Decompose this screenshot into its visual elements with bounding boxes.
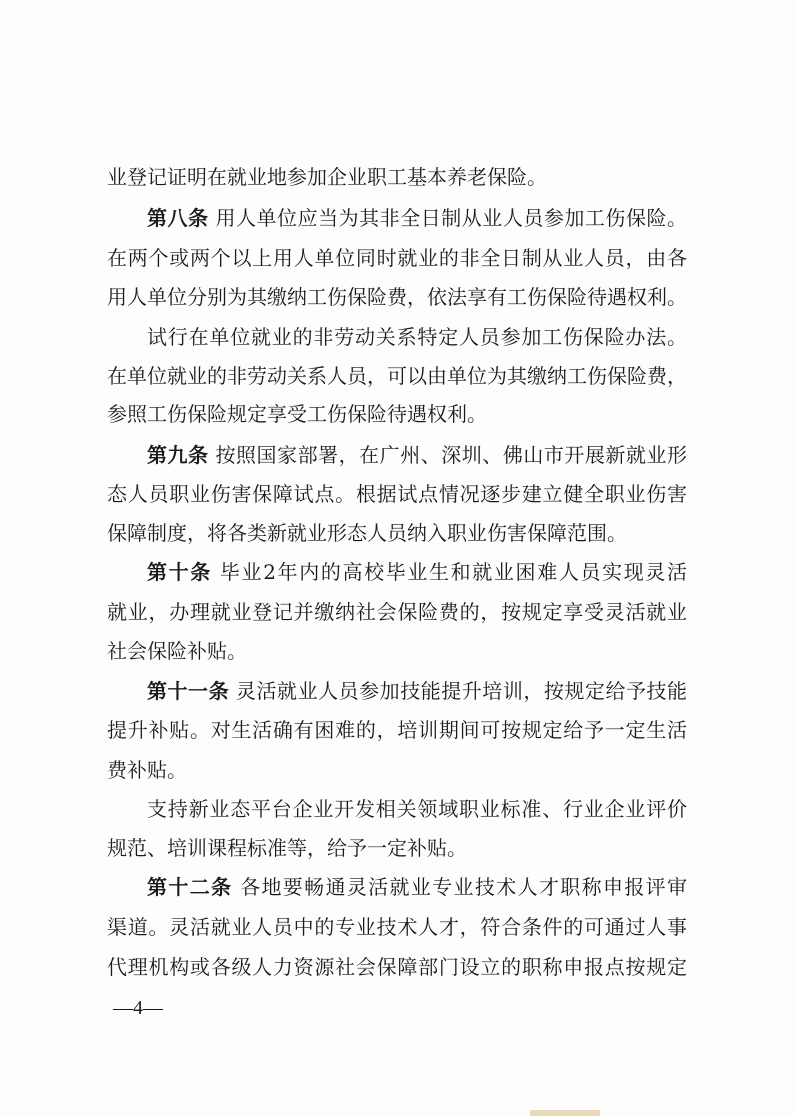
paragraph-line-5: 试行在单位就业的非劳动关系特定人员参加工伤保险办法。 — [147, 325, 687, 349]
article-8-line-2: 在两个或两个以上用人单位同时就业的非全日制从业人员，由各 — [107, 246, 687, 270]
article-heading: 第十二条 — [147, 875, 233, 899]
article-12-line-3: 代理机构或各级人力资源社会保障部门设立的职称申报点按规定 — [107, 955, 687, 979]
article-10-line-3: 社会保险补贴。 — [107, 639, 247, 663]
paragraph-line-18: 规范、培训课程标准等，给予一定补贴。 — [107, 836, 467, 860]
article-9-line-1: 第九条 按照国家部署，在广州、深圳、佛山市开展新就业形 — [147, 443, 687, 467]
article-11-line-2: 提升补贴。对生活确有困难的，培训期间可按规定给予一定生活 — [107, 718, 687, 742]
article-8-line-1: 第八条 用人单位应当为其非全日制从业人员参加工伤保险。 — [147, 206, 687, 230]
article-9-line-3: 保障制度，将各类新就业形态人员纳入职业伤害保障范围。 — [107, 521, 627, 545]
article-heading: 第十条 — [147, 560, 212, 584]
article-11-line-1: 第十一条 灵活就业人员参加技能提升培训，按规定给予技能 — [147, 679, 687, 703]
paragraph-line-6: 在单位就业的非劳动关系人员，可以由单位为其缴纳工伤保险费， — [107, 364, 687, 388]
article-9-line-2: 态人员职业伤害保障试点。根据试点情况逐步建立健全职业伤害 — [107, 482, 687, 506]
article-heading: 第九条 — [147, 443, 209, 467]
paragraph-line-17: 支持新业态平台企业开发相关领域职业标准、行业企业评价 — [147, 797, 687, 821]
article-10-line-2: 就业，办理就业登记并缴纳社会保险费的，按规定享受灵活就业 — [107, 600, 687, 624]
page-number: —4— — [113, 997, 163, 1019]
article-12-line-1: 第十二条 各地要畅通灵活就业专业技术人才职称申报评审 — [147, 875, 687, 899]
article-10-line-1: 第十条 毕业2年内的高校毕业生和就业困难人员实现灵活 — [147, 560, 687, 584]
article-8-line-3: 用人单位分别为其缴纳工伤保险费，依法享有工伤保险待遇权利。 — [107, 285, 687, 309]
article-heading: 第十一条 — [147, 679, 230, 703]
paragraph-line-1: 业登记证明在就业地参加企业职工基本养老保险。 — [107, 165, 547, 189]
article-11-line-3: 费补贴。 — [107, 758, 187, 782]
article-12-line-2: 渠道。灵活就业人员中的专业技术人才，符合条件的可通过人事 — [107, 915, 687, 939]
paragraph-line-7: 参照工伤保险规定享受工伤保险待遇权利。 — [107, 402, 487, 426]
page-edge-tab — [530, 1110, 600, 1116]
article-heading: 第八条 — [147, 206, 209, 230]
